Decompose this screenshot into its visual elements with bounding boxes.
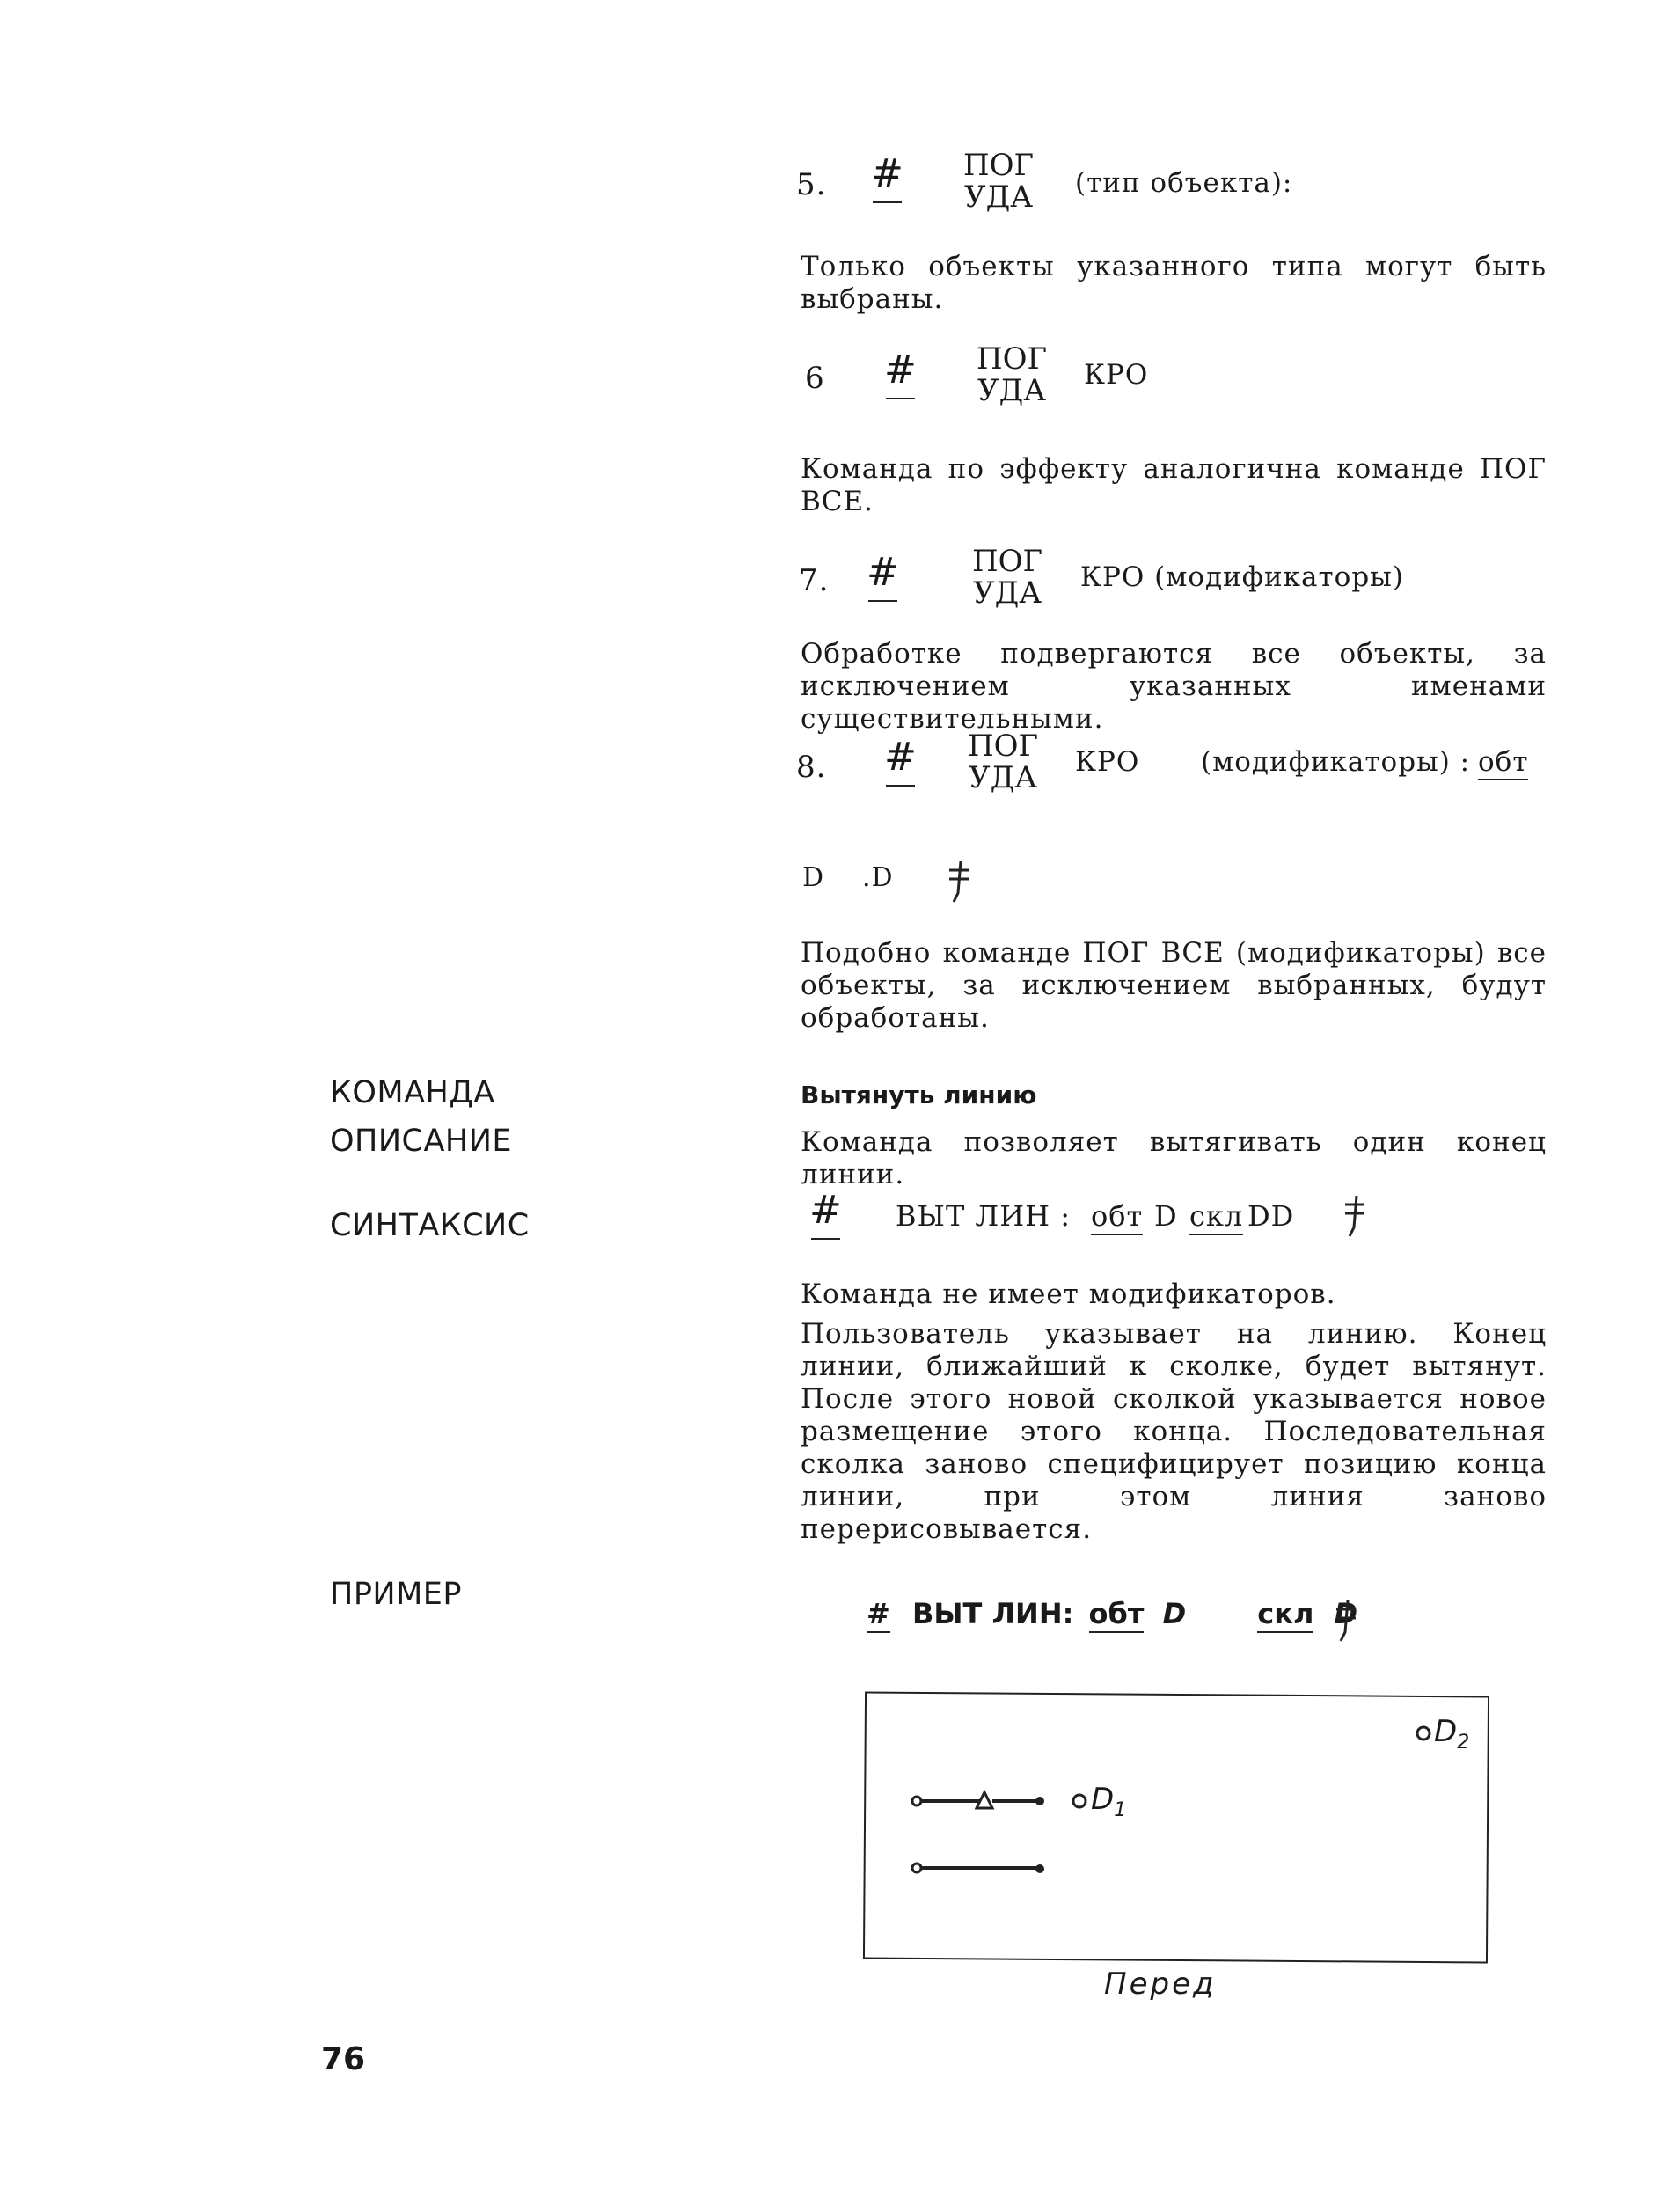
hash-symbol: # (809, 1188, 842, 1233)
point-d1-label: $D_1$ (1091, 1782, 1127, 1821)
label-syntax: СИНТАКСИС (330, 1208, 530, 1243)
syntax-d: D (1154, 1199, 1178, 1233)
example-command: ВЫТ ЛИН: (911, 1597, 1074, 1630)
item-8-modifiers: (модификаторы) : (1201, 746, 1471, 778)
stack-bottom: УДА (977, 373, 1046, 408)
item-8-text: Подобно команде ПОГ ВСЕ (модификаторы) все объекты, за исключением выбранных, будут обработаны. (801, 937, 1547, 1034)
stack-bottom: УДА (969, 760, 1037, 795)
item-7-stack (968, 546, 1047, 609)
end-mark-icon (946, 858, 972, 911)
hash-symbol: # (867, 550, 899, 595)
example-d: D (1162, 1597, 1187, 1630)
label-example: ПРИМЕР (330, 1577, 463, 1612)
item-7-text: Обработке подвергаются все объекты, за исключением указанных именами существительными. (801, 638, 1547, 735)
item-8-d: D (802, 862, 825, 893)
line-end-point (1035, 1797, 1044, 1805)
hash-symbol: # (884, 348, 917, 392)
example-command-line (867, 1597, 1357, 1630)
example-d-after: D (1334, 1597, 1358, 1630)
item-5-text: Только объекты указанного типа могут быть выбраны. (801, 251, 1547, 315)
stack-top: ПОГ (962, 148, 1035, 183)
item-6-text: Команда по эффекту аналогична команде ПОГ ВСЕ. (801, 453, 1547, 517)
item-5-number: 5. (796, 167, 827, 202)
item-5-stack (959, 150, 1038, 213)
item-6-number: 6 (805, 361, 825, 396)
command-description: Команда позволяет вытягивать один конец линии. (801, 1126, 1547, 1190)
item-8-number: 8. (796, 750, 827, 785)
line-start-point (912, 1797, 921, 1805)
item-7-rest: КРО (модификаторы) (1080, 561, 1404, 593)
item-8-stack (963, 730, 1042, 794)
example-obt: обт (1089, 1597, 1145, 1633)
line-end-point (1035, 1864, 1044, 1873)
stack-top: ПОГ (967, 729, 1039, 764)
item-8-kro: КРО (1075, 746, 1140, 778)
item-8-obt: обт (1478, 746, 1528, 780)
figure-caption: Перед (1104, 1967, 1217, 2002)
command-title: Вытянуть линию (801, 1080, 1037, 1110)
end-mark-icon (1342, 1192, 1368, 1245)
point-d2-marker (1417, 1727, 1430, 1740)
syntax-command: ВЫТ ЛИН : (896, 1199, 1071, 1233)
label-command: КОМАНДА (330, 1075, 495, 1110)
stack-bottom: УДА (964, 179, 1033, 215)
item-6-rest: КРО (1084, 359, 1149, 391)
end-mark-icon (1333, 1597, 1359, 1650)
point-d1-marker (1073, 1795, 1086, 1807)
line-start-point (912, 1864, 921, 1872)
example-skl: скл (1257, 1597, 1313, 1633)
stack-bottom: УДА (973, 575, 1042, 611)
command-details: Пользователь указывает на линию. Конец линии, ближайший к сколке, будет вытянут. После этого новой сколкой указывается новое размещение этого конца. Последовательная сколка заново специфицирует позицию конца линии, при этом линия заново перерисовывается. (801, 1318, 1547, 1545)
label-description: ОПИСАНИЕ (330, 1124, 513, 1159)
syntax-skl: скл (1189, 1199, 1243, 1235)
page-number: 76 (321, 2041, 366, 2077)
point-d2-label: $D_2$ (1434, 1714, 1470, 1754)
item-6-stack (972, 343, 1051, 407)
hash-symbol: # (884, 735, 917, 780)
stack-top: ПОГ (971, 544, 1043, 579)
example-figure-drawing (864, 1694, 1489, 1962)
stack-top: ПОГ (976, 341, 1048, 377)
syntax-obt: обт (1091, 1199, 1143, 1235)
item-8-d-dot: .D (862, 862, 894, 893)
item-5-rest: (тип объекта): (1075, 167, 1293, 199)
no-modifiers-text: Команда не имеет модификаторов. (801, 1278, 1336, 1310)
hash-symbol: # (871, 151, 904, 196)
item-7-number: 7. (799, 563, 830, 598)
syntax-dd: DD (1247, 1199, 1295, 1233)
hash-symbol: # (867, 1597, 890, 1633)
